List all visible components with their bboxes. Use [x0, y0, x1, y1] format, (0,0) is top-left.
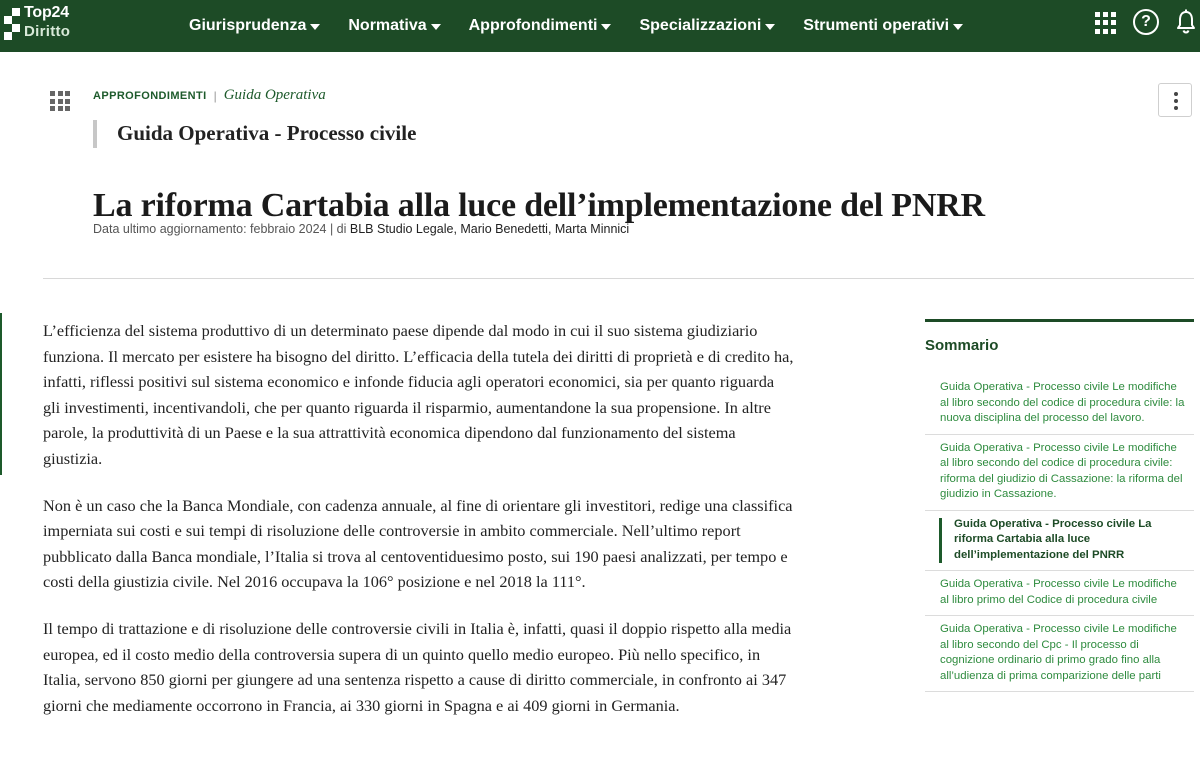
sommario-item[interactable]: Guida Operativa - Processo civile Le modifiche al libro secondo del codice di procedura civile: la nuova disciplina del processo del lavoro. [925, 374, 1194, 435]
nav-item-label: Strumenti operativi [803, 17, 950, 34]
sommario-item-active[interactable]: Guida Operativa - Processo civile La riforma Cartabia alla luce dell’implementazione del PNRR [925, 511, 1194, 572]
sommario-panel [925, 319, 1194, 692]
sommario-list [925, 374, 1194, 692]
nav-item-strumenti-operativi[interactable] [803, 17, 963, 35]
article-kicker: Guida Operativa - Processo civile [117, 121, 417, 145]
caret-down-icon [431, 24, 441, 30]
sommario-item[interactable]: Guida Operativa - Processo civile Le modifiche al libro primo del Codice di procedura civile [925, 571, 1194, 616]
nav-item-giurisprudenza[interactable] [189, 17, 320, 35]
top24-diritto-logo[interactable] [0, 2, 90, 46]
main-menu [189, 0, 991, 52]
apps-grid-icon[interactable] [50, 91, 70, 111]
article-meta [93, 222, 629, 236]
nav-item-normativa[interactable] [348, 17, 440, 35]
kicker-accent-bar [93, 120, 97, 148]
reading-progress-accent [0, 313, 2, 475]
logo-square [4, 16, 12, 24]
breadcrumb-guida-operativa[interactable]: Guida Operativa [223, 87, 326, 103]
bell-icon[interactable] [1176, 9, 1196, 35]
more-vertical-icon [1174, 92, 1178, 96]
logo-square [12, 24, 20, 32]
sommario-top-rule [925, 319, 1194, 322]
article-paragraph: L’efficienza del sistema produttivo di un determinato paese dipende dal modo in cui il suo sistema giudiziario funziona. Il mercato per esistere ha bisogno del diritto. L’efficacia della tutela dei diritti di proprietà e di credito ha, infatti, riflessi positivi sul sistema economico e infonde fiducia agli operatori economici, sia per quanto riguarda gli investimenti, incentivandoli, che per quanto riguarda il risparmio, aumentandone la sua propensione. In altre parole, la produttività di un Paese e la sua attrattività economica dipendono dal funzionamento del sistema giustizia. [43, 321, 794, 468]
logo-text-diritto: Diritto [24, 23, 71, 40]
help-icon[interactable]: ? [1133, 9, 1159, 35]
sommario-item[interactable]: Guida Operativa - Processo civile Le modifiche al libro secondo del codice di procedura civile: riforma del giudizio di Cassazione: la riforma del giudizio in Cassazione. [925, 435, 1194, 511]
nav-item-label: Specializzazioni [639, 17, 762, 34]
article-body [43, 318, 795, 739]
sommario-item[interactable]: Guida Operativa - Processo civile Le modifiche al libro secondo del Cpc - Il processo di cognizione ordinario di primo grado fino alla all’udienza di prima comparizione delle parti [925, 616, 1194, 692]
top-navigation-bar [0, 0, 1200, 52]
breadcrumb-separator: | [213, 88, 217, 103]
logo-square [4, 32, 12, 40]
nav-item-label: Normativa [348, 17, 427, 34]
more-vertical-icon [1174, 99, 1178, 103]
more-options-button[interactable] [1158, 83, 1192, 117]
nav-item-label: Approfondimenti [468, 17, 598, 34]
apps-grid-icon[interactable] [1095, 12, 1117, 34]
article-headline: La riforma Cartabia alla luce dell’implementazione del PNRR [93, 186, 985, 224]
update-date: Data ultimo aggiornamento: febbraio 2024 | di [93, 222, 347, 236]
logo-text-top24: Top24 [24, 4, 69, 21]
breadcrumb-approfondimenti[interactable]: APPROFONDIMENTI [93, 89, 207, 102]
caret-down-icon [601, 24, 611, 30]
nav-item-label: Giurisprudenza [189, 17, 307, 34]
more-vertical-icon [1174, 106, 1178, 110]
article-paragraph: Non è un caso che la Banca Mondiale, con cadenza annuale, al fine di orientare gli investitori, redige una classifica imperniata sui costi e sui tempi di risoluzione delle controversie in ambito commerciale. Nell’ultimo report pubblicato dalla Banca mondiale, l’Italia si trova al centoventiduesimo posto, sui 190 paesi analizzati, per tempo e costi della giustizia civile. Nel 2016 occupava la 106° posizione e nel 2018 la 111°. [43, 495, 793, 592]
nav-item-approfondimenti[interactable] [469, 17, 612, 35]
logo-square [12, 8, 20, 16]
article-paragraph: Il tempo di trattazione e di risoluzione delle controversie civili in Italia è, infatti, quasi il doppio rispetto alla media europea, ed il costo medio della controversia supera di un quinto quello medio europeo. Più nello specifico, in Italia, servono 850 giorni per giungere ad una sentenza rispetto a cause di diritto commerciale, in confronto ai 347 giorni che mediamente occorrono in Francia, ai 330 giorni in Spagna e ai 409 giorni in Germania. [43, 618, 792, 715]
header-divider [43, 278, 1194, 279]
nav-item-specializzazioni[interactable] [639, 17, 775, 35]
caret-down-icon [953, 24, 963, 30]
breadcrumb [93, 87, 326, 104]
article-authors[interactable]: BLB Studio Legale, Mario Benedetti, Marta Minnici [349, 222, 630, 236]
caret-down-icon [765, 24, 775, 30]
sommario-title: Sommario [925, 337, 999, 354]
caret-down-icon [310, 24, 320, 30]
